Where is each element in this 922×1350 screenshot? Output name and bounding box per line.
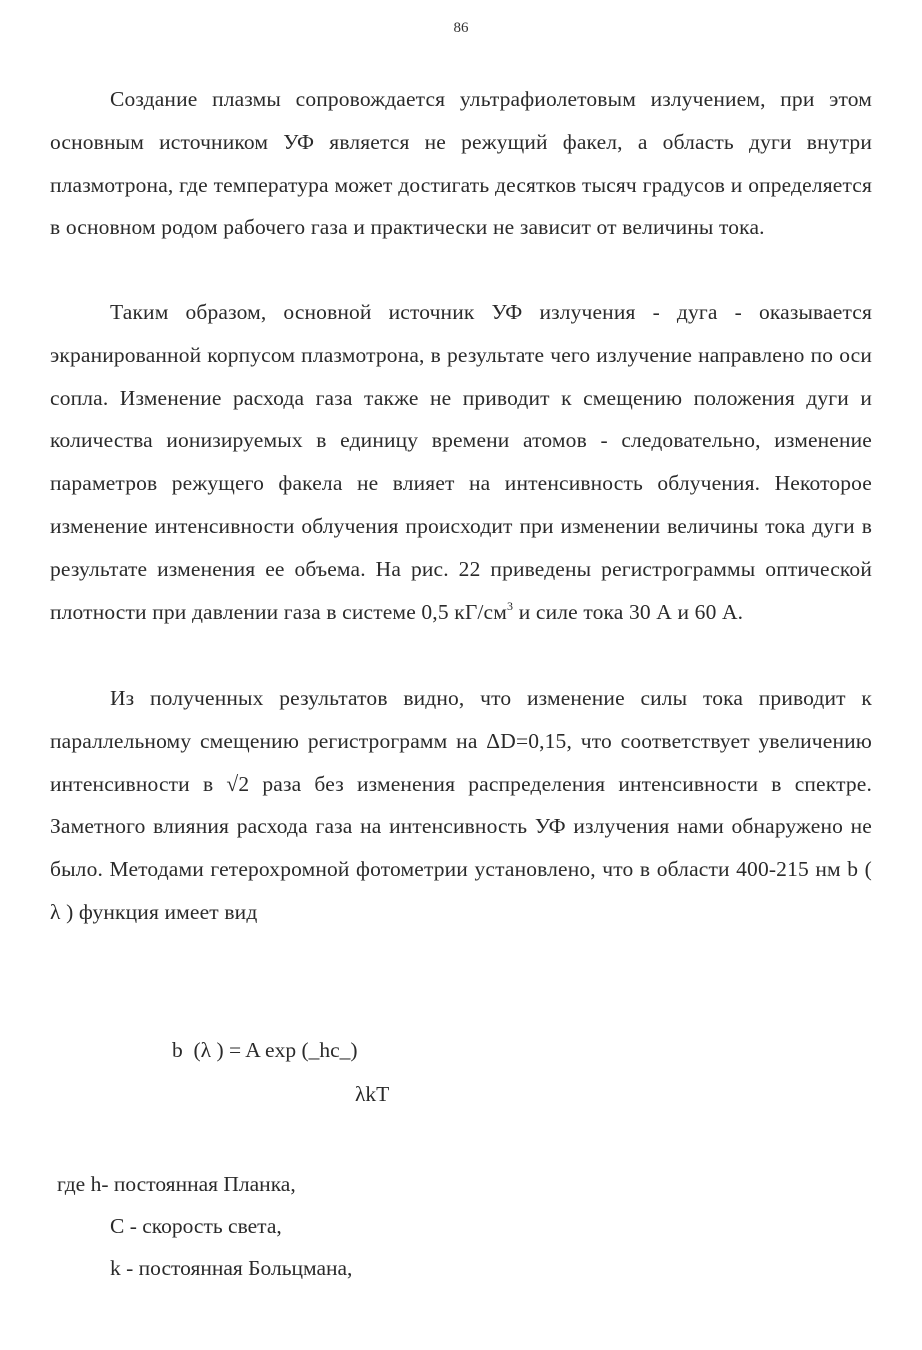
paragraph-2 xyxy=(50,291,872,633)
paragraph-3: Из полученных результатов видно, что изменение силы тока приводит к параллельному смещению регистрограмм на ΔD=0,15, что соответствует увеличению интенсивности в √2 раза без изменения распределения интенсивности в спектре. Заметного влияния расхода газа на интенсивность УФ излучения нами обнаружено не было. Методами гетерохромной фотометрии установлено, что в области 400-215 нм b ( λ ) функция имеет вид xyxy=(50,686,872,924)
superscript-cube: 3 xyxy=(507,598,514,613)
formula-denominator: λkT xyxy=(355,1082,390,1106)
definition-light-speed: С - скорость света, xyxy=(110,1214,282,1238)
paragraph-1: Создание плазмы сопровождается ультрафиолетовым излучением, при этом основным источником УФ является не режущий факел, а область дуги внутри плазмотрона, где температура может достигать десятков тысяч градусов и определяется в основном родом рабочего газа и практически не зависит от величины тока. xyxy=(50,87,872,240)
definition-boltzmann: k - постоянная Больцмана, xyxy=(110,1256,353,1280)
paragraph-2-tail: и силе тока 30 А и 60 А. xyxy=(513,599,744,624)
paragraph-2-text: Таким образом, основной источник УФ излучения - дуга - оказывается экранированной корпусом плазмотрона, в результате чего излучение направлено по оси сопла. Изменение расхода газа также не приводит к смещению положения дуги и количества ионизируемых в единицу времени атомов - следовательно, изменение параметров режущего факела не влияет на интенсивность облучения. Некоторое изменение интенсивности облучения происходит при изменении величины тока дуги в результате изменения ее объема. На рис. 22 приведены регистрограммы оптической плотности при давлении газа в системе 0,5 кГ/см xyxy=(50,300,872,624)
definition-planck: где h- постоянная Планка, xyxy=(57,1172,296,1196)
page-number: 86 xyxy=(453,20,469,36)
formula-expression: b (λ ) = A exp (_hc_) xyxy=(172,1038,358,1062)
